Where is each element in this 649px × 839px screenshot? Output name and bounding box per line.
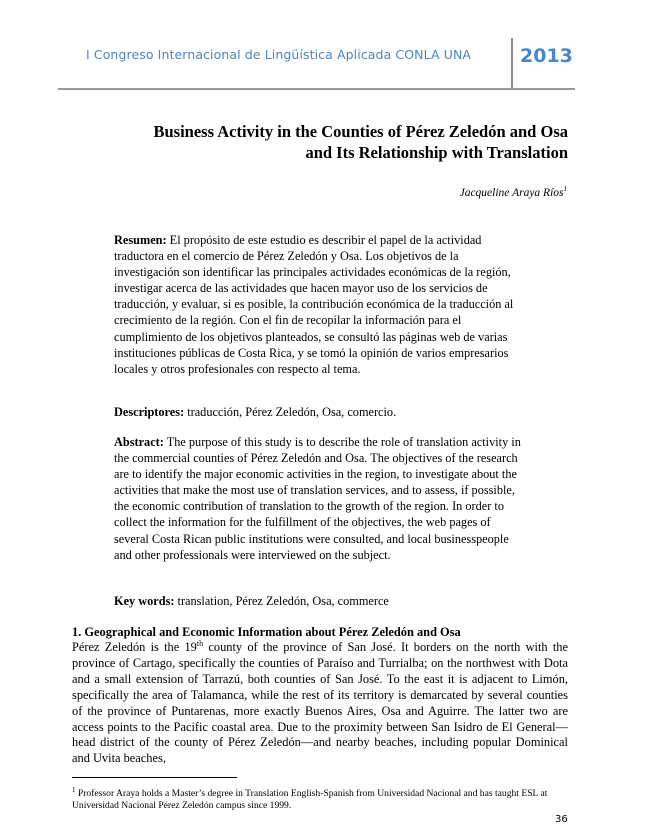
page-number: 36 [555,814,568,825]
section-heading: 1. Geographical and Economic Information about Pérez Zeledón and Osa [72,625,461,639]
footnote-marker: 1 [72,786,76,794]
keywords-label: Key words: [114,594,175,608]
resumen-paragraph [114,232,526,377]
body-text-start: Pérez Zeledón is the 19 [72,640,197,654]
header-divider [511,38,513,88]
running-header [58,38,575,90]
author-name: Jacqueline Araya Ríos [459,186,564,199]
abstract-paragraph [114,434,526,563]
section-body [72,640,568,767]
descriptores-text: traducción, Pérez Zeledón, Osa, comercio. [184,405,397,419]
footnote-separator [72,777,237,778]
body-text-rest: county of the province of San José. It borders on the north with the province of Cartago, specifically the counties of Paraíso and Turrialba; on the northwest with Dota and a small extension of Tarrazú, both counties of San José. To the east it is adjacent to Limón, specifically the area of Talamanca, while the rest of its territory is demarcated by several counties of the province of Puntarenas, more exactly Buenos Aires, Osa and Aguirre. The latter two are access points to the Pacific coastal area. Due to the proximity between San Isidro de El General—head district of the county of Pérez Zeledón—and nearby beaches, including popular Dominical and Uvita beaches, [72,640,568,766]
resumen-label: Resumen: [114,233,167,247]
footnote-text: Professor Araya holds a Master’s degree in Translation English-Spanish from Universidad Nacional and has taught ESL at Universidad Nacional Pérez Zeledón campus since 1999. [72,788,548,812]
abstract-label: Abstract: [114,435,164,449]
paper-title-line-1: Business Activity in the Counties of Pérez Zeledón and Osa [153,122,568,141]
conference-title: I Congreso Internacional de Lingüística Aplicada CONLA UNA [86,47,472,62]
paper-title [90,121,568,163]
author-footnote-marker: 1 [563,185,567,193]
descriptores-paragraph [114,404,526,420]
keywords-text: translation, Pérez Zeledón, Osa, commerce [174,594,389,608]
abstract-text: The purpose of this study is to describe the role of translation activity in the commercial counties of Pérez Zeledón and Osa. The objectives of the research are to identify the major economic activities in the region, to investigate about the activities that make the most use of translation services, and to assess, if possible, the economic contribution of translation to the growth of the region. In order to collect the information for the fulfillment of the objectives, the web pages of several Costa Rican public institutions were consulted, and local businesspeople and other professionals were interviewed on the subject. [114,435,521,562]
author-line [460,185,567,199]
paper-title-line-2: and Its Relationship with Translation [305,143,568,162]
ordinal-suffix: th [196,638,204,648]
conference-year: 2013 [520,45,573,67]
footnote [72,784,568,813]
keywords-paragraph [114,593,526,609]
descriptores-label: Descriptores: [114,405,185,419]
resumen-text: El propósito de este estudio es describir el papel de la actividad traductora en el comercio de Pérez Zeledón y Osa. Los objetivos de la investigación son identificar las principales actividades económicas de la región, investigar acerca de las actividades que hacen mayor uso de los servicios de traducción, y evaluar, si es posible, la contribución económica de la traducción al crecimiento de la región. Con el fin de recopilar la información para el cumplimiento de los objetivos planteados, se consultó las páginas web de varias instituciones públicas de Costa Rica, y se tomó la opinión de varios empresarios locales y otros profesionales con respecto al tema. [114,233,514,376]
